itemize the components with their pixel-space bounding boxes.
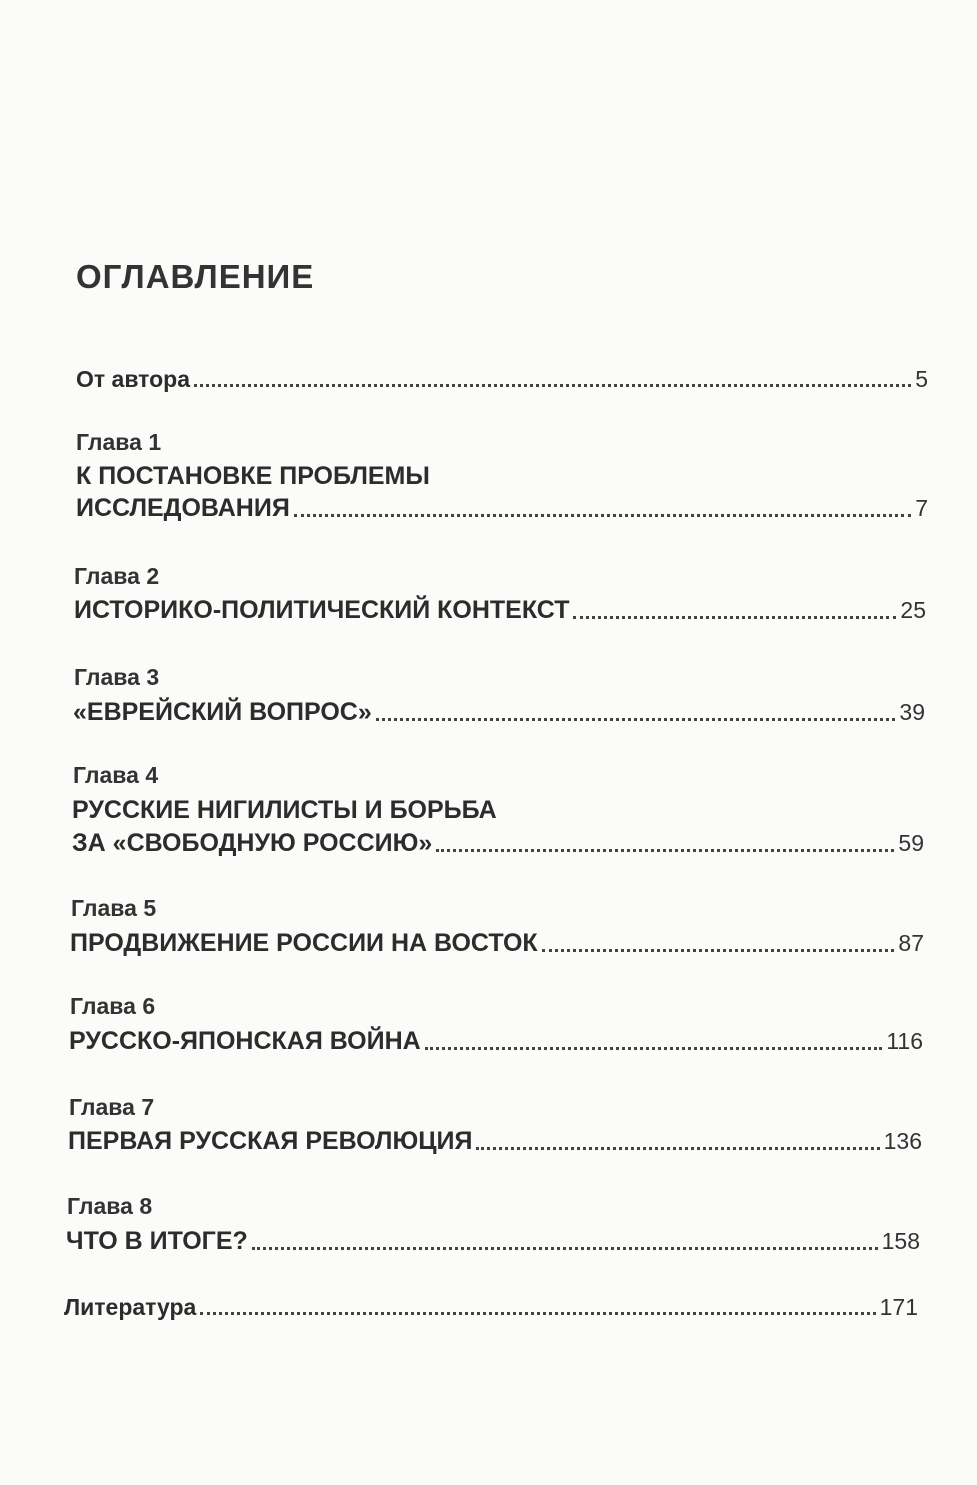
entry-label: От автора: [76, 366, 191, 392]
toc-entry-chapter-7[interactable]: [68, 1127, 922, 1156]
title-text: ПРОДВИЖЕНИЕ РОССИИ НА ВОСТОК: [70, 929, 538, 957]
dot-leader: [294, 513, 911, 517]
title-text: РУССКО-ЯПОНСКАЯ ВОЙНА: [69, 1027, 421, 1055]
dot-leader: [194, 383, 911, 387]
page-number: 116: [886, 1028, 923, 1054]
entry-label: Литература: [64, 1294, 197, 1320]
toc-entry-chapter-3[interactable]: [73, 698, 925, 727]
toc-entry-chapter-5[interactable]: [70, 929, 924, 958]
page-number: 39: [899, 699, 925, 725]
dot-leader: [200, 1311, 875, 1315]
chapter-number: Глава 1: [76, 429, 162, 455]
chapter-number: Глава 7: [69, 1094, 155, 1120]
title-text: ЧТО В ИТОГЕ?: [66, 1227, 248, 1255]
page-number: 87: [898, 930, 924, 956]
chapter-number: Глава 8: [67, 1193, 153, 1219]
chapter-title-line[interactable]: [72, 796, 924, 825]
chapter-number: Глава 5: [71, 895, 157, 921]
title-text: ЗА «СВОБОДНУЮ РОССИЮ»: [72, 829, 433, 857]
title-text: К ПОСТАНОВКЕ ПРОБЛЕМЫ: [76, 462, 430, 490]
toc-entry-chapter-8[interactable]: [66, 1227, 920, 1256]
page-number: 25: [900, 597, 926, 623]
title-text: ИССЛЕДОВАНИЯ: [76, 494, 290, 522]
chapter-number: Глава 2: [74, 563, 160, 589]
toc-heading: ОГЛАВЛЕНИЕ: [76, 258, 315, 295]
chapter-number: Глава 4: [73, 762, 159, 788]
toc-entry-chapter-2[interactable]: [74, 596, 926, 625]
toc-entry-literature[interactable]: [64, 1294, 918, 1321]
dot-leader: [252, 1246, 878, 1250]
toc-entry-chapter-4[interactable]: [72, 829, 924, 858]
dot-leader: [376, 717, 896, 721]
title-text: ПЕРВАЯ РУССКАЯ РЕВОЛЮЦИЯ: [68, 1127, 473, 1155]
page-number: 59: [898, 830, 924, 856]
dot-leader: [476, 1146, 879, 1150]
page-number: 136: [883, 1128, 922, 1154]
dot-leader: [425, 1046, 883, 1050]
title-text: «ЕВРЕЙСКИЙ ВОПРОС»: [73, 698, 372, 726]
page-number: 158: [881, 1228, 920, 1254]
page-number: 5: [915, 366, 928, 392]
chapter-number: Глава 6: [70, 993, 156, 1019]
dot-leader: [542, 948, 895, 952]
toc-entry-foreword[interactable]: [76, 366, 928, 393]
dot-leader: [436, 848, 894, 852]
toc-entry-chapter-1[interactable]: [76, 494, 928, 523]
chapter-title-line[interactable]: [76, 462, 928, 491]
dot-leader: [573, 615, 896, 619]
chapter-number: Глава 3: [74, 664, 160, 690]
title-text: РУССКИЕ НИГИЛИСТЫ И БОРЬБА: [72, 796, 497, 824]
page-number: 171: [879, 1294, 918, 1320]
title-text: ИСТОРИКО-ПОЛИТИЧЕСКИЙ КОНТЕКСТ: [74, 596, 570, 624]
page-number: 7: [915, 495, 928, 521]
toc-entry-chapter-6[interactable]: [69, 1027, 923, 1056]
